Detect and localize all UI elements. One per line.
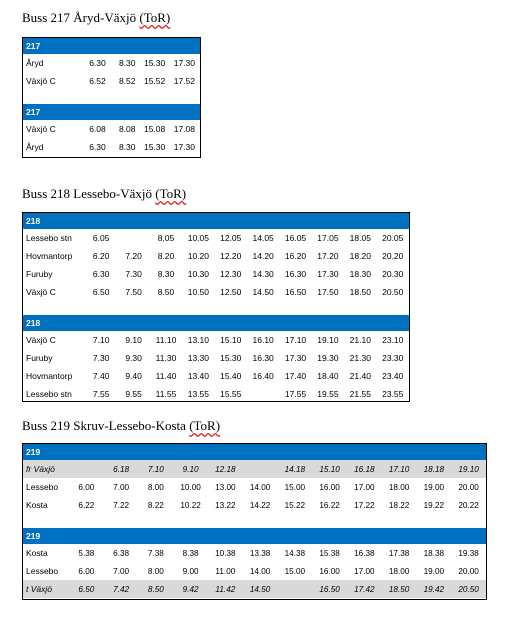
departure-time: 15.55	[220, 389, 242, 399]
departure-time: 16.00	[319, 482, 340, 492]
departure-time: 21.10	[349, 335, 371, 345]
departure-time: 9.55	[125, 389, 142, 399]
route-label: 219	[23, 528, 486, 544]
section-title-text: Buss 219 Skruv-Lessebo-Kosta	[22, 418, 186, 433]
departure-time: 19.42	[417, 580, 452, 598]
departure-time: 7.30	[92, 353, 110, 363]
departure-time: 8.50	[157, 287, 175, 297]
departure-time: 18.00	[388, 482, 410, 492]
departure-time: 17.10	[382, 460, 417, 478]
departure-time: 7.50	[125, 287, 142, 297]
departure-time: 6.00	[78, 482, 95, 492]
departure-time: 20.22	[458, 500, 479, 510]
departure-time: 15.10	[312, 460, 347, 478]
section-title-text: Buss 217 Åryd-Växjö	[22, 10, 137, 25]
departure-time: 19.38	[458, 548, 479, 558]
departure-time: 13.00	[215, 482, 236, 492]
departure-time: 8.00	[147, 566, 164, 576]
departure-time: 12.50	[220, 287, 242, 297]
departure-time: 6.30	[89, 142, 106, 152]
departure-time: 13.30	[187, 353, 209, 363]
departure-time: 11.42	[208, 580, 243, 598]
departure-time: 17.00	[354, 482, 375, 492]
departure-time: 18.05	[349, 233, 371, 243]
departure-time: 8.00	[147, 482, 164, 492]
departure-time: 6.05	[92, 233, 110, 243]
departure-time: 19.10	[317, 335, 339, 345]
stop-name: Växjö C	[26, 76, 56, 86]
stop-name: t Växjö	[23, 580, 69, 598]
timetable-217	[22, 37, 201, 158]
departure-time: 19.00	[423, 566, 445, 576]
departure-time: 11.00	[215, 566, 236, 576]
departure-time: 13.40	[187, 371, 209, 381]
departure-time: 6.50	[92, 287, 110, 297]
departure-time: 6.52	[89, 76, 106, 86]
departure-time: 23.30	[382, 353, 404, 363]
departure-time: 17.20	[317, 251, 339, 261]
departure-time: 7.55	[92, 389, 110, 399]
departure-time: 18.00	[388, 566, 410, 576]
departure-time: 19.30	[317, 353, 339, 363]
departure-time: 6.30	[89, 58, 106, 68]
departure-time: 8.05	[157, 233, 175, 243]
table-row	[23, 54, 200, 72]
section-title-tag: (ToR)	[139, 10, 171, 25]
departure-time: 9.00	[182, 566, 199, 576]
departure-time: 9.42	[173, 580, 208, 598]
departure-time: 9.30	[125, 353, 142, 363]
departure-time: 15.52	[143, 76, 166, 86]
table-row	[23, 460, 486, 478]
stop-name: Åryd	[26, 142, 44, 152]
stop-name: Lessebo	[26, 482, 59, 492]
departure-time: 13.55	[187, 389, 209, 399]
departure-time: 7.38	[147, 548, 164, 558]
table-row	[23, 580, 486, 598]
departure-time: 6.50	[69, 580, 104, 598]
departure-time: 13.38	[249, 548, 271, 558]
departure-time: 7.10	[139, 460, 174, 478]
departure-time: 7.00	[113, 482, 130, 492]
departure-time: 6.18	[104, 460, 139, 478]
departure-time: 19.00	[423, 482, 445, 492]
departure-time: 8.52	[118, 76, 136, 86]
table-row	[23, 367, 409, 385]
departure-time: 8.22	[147, 500, 164, 510]
table-row	[23, 331, 409, 349]
departure-time: 16.00	[319, 566, 340, 576]
route-header-row	[23, 213, 409, 229]
spacer-row	[23, 514, 486, 528]
departure-time: 10.00	[180, 482, 201, 492]
departure-time: 17.40	[284, 371, 307, 381]
stop-name: Kosta	[26, 548, 48, 558]
departure-time: 15.00	[284, 566, 306, 576]
departure-time: 19.22	[423, 500, 445, 510]
section-title-217	[22, 10, 170, 26]
departure-time: 15.30	[143, 58, 166, 68]
section-title-218	[22, 186, 186, 202]
departure-time: 6.30	[92, 269, 110, 279]
table-row	[23, 138, 200, 156]
spacer-row	[23, 90, 200, 104]
departure-time: 17.42	[347, 580, 382, 598]
departure-time: 16.38	[354, 548, 375, 558]
departure-time: 6.20	[92, 251, 110, 261]
departure-time: 19.10	[451, 460, 486, 478]
departure-time: 14.30	[252, 269, 274, 279]
stop-name: Kosta	[26, 500, 48, 510]
departure-time: 17.00	[354, 566, 375, 576]
departure-time: 18.50	[382, 580, 417, 598]
departure-time: 10.38	[215, 548, 236, 558]
departure-time: 12.30	[220, 269, 242, 279]
spacer-cell	[23, 301, 409, 315]
stop-name: Växjö C	[26, 287, 56, 297]
departure-time: 11.30	[155, 353, 177, 363]
departure-time: 20.00	[458, 482, 479, 492]
departure-time: 23.55	[382, 389, 404, 399]
departure-time: 8.38	[182, 548, 199, 558]
departure-time: 14.05	[252, 233, 274, 243]
stop-name: Furuby	[26, 353, 53, 363]
departure-time: 8.30	[157, 269, 175, 279]
departure-time: 11.40	[155, 371, 177, 381]
table-row	[23, 283, 409, 301]
route-label: 218	[23, 213, 409, 229]
departure-time: 5.38	[78, 548, 95, 558]
section-title-tag: (ToR)	[155, 186, 187, 201]
route-header-row	[23, 315, 409, 331]
departure-time: 18.20	[349, 251, 371, 261]
departure-time: 7.10	[92, 335, 110, 345]
departure-time: 16.22	[319, 500, 340, 510]
table-row	[23, 562, 486, 580]
departure-time: 20.50	[382, 287, 404, 297]
departure-time: 15.08	[143, 124, 166, 134]
route-label: 217	[23, 104, 200, 120]
departure-time: 20.05	[382, 233, 404, 243]
table-row	[23, 478, 486, 496]
table-row	[23, 72, 200, 90]
stop-name: Växjö C	[26, 124, 56, 134]
departure-time: 6.08	[89, 124, 106, 134]
departure-time: 16.50	[284, 287, 307, 297]
departure-time: 10.30	[187, 269, 209, 279]
departure-time: 18.50	[349, 287, 371, 297]
timetable-218	[22, 212, 410, 402]
departure-time: 6.38	[113, 548, 130, 558]
departure-time: 15.10	[220, 335, 242, 345]
departure-time: 20.30	[382, 269, 404, 279]
departure-time: 17.08	[173, 124, 195, 134]
departure-time: 8.20	[157, 251, 175, 261]
departure-time: 10.20	[187, 251, 209, 261]
departure-time: 9.10	[125, 335, 142, 345]
departure-time: 15.22	[284, 500, 306, 510]
departure-time: 20.00	[458, 566, 479, 576]
departure-time: 16.20	[284, 251, 307, 261]
departure-time: 16.05	[284, 233, 307, 243]
departure-time: 8.08	[118, 124, 136, 134]
table-row	[23, 247, 409, 265]
route-label: 217	[23, 38, 200, 54]
departure-time: 20.50	[451, 580, 486, 598]
departure-time: 11.55	[155, 389, 177, 399]
departure-time: 17.05	[317, 233, 339, 243]
stop-name: Lessebo stn	[26, 233, 72, 243]
departure-time: 18.30	[349, 269, 371, 279]
departure-time: 15.30	[143, 142, 166, 152]
departure-time: 7.30	[125, 269, 142, 279]
departure-time: 7.40	[92, 371, 110, 381]
departure-time: 12.18	[208, 460, 243, 478]
route-header-row	[23, 104, 200, 120]
departure-time: 14.50	[243, 580, 278, 598]
departure-time: 16.50	[312, 580, 347, 598]
stop-name: Växjö C	[26, 335, 56, 345]
table-row	[23, 229, 409, 247]
departure-time: 23.10	[382, 335, 404, 345]
departure-time: 14.22	[249, 500, 271, 510]
departure-time: 7.20	[125, 251, 142, 261]
stop-name: fr Växjö	[23, 460, 69, 478]
departure-time: 15.00	[284, 482, 306, 492]
departure-time: 10.22	[180, 500, 201, 510]
spacer-cell	[23, 514, 486, 528]
departure-time: 6.00	[78, 566, 95, 576]
stop-name: Hovmantorp	[26, 371, 73, 381]
departure-time: 14.00	[249, 482, 271, 492]
stop-name: Åryd	[26, 58, 44, 68]
departure-time: 15.38	[319, 548, 340, 558]
departure-time: 10.50	[187, 287, 209, 297]
departure-time: 9.10	[173, 460, 208, 478]
section-title-text: Buss 218 Lessebo-Växjö	[22, 186, 152, 201]
departure-time: 17.55	[284, 389, 307, 399]
departure-time: 12.05	[220, 233, 242, 243]
departure-time: 14.50	[252, 287, 274, 297]
departure-time: 23.40	[382, 371, 404, 381]
table-row	[23, 544, 486, 562]
departure-time: 12.20	[220, 251, 242, 261]
departure-time: 16.30	[252, 353, 274, 363]
departure-time: 17.30	[173, 58, 195, 68]
departure-time: 21.55	[349, 389, 371, 399]
section-title-tag: (ToR)	[189, 418, 221, 433]
departure-time: 20.20	[382, 251, 404, 261]
route-label: 218	[23, 315, 409, 331]
departure-time: 14.18	[278, 460, 313, 478]
departure-time: 17.52	[173, 76, 195, 86]
departure-time: 21.30	[349, 353, 371, 363]
stop-name: Hovmantorp	[26, 251, 73, 261]
route-header-row	[23, 38, 200, 54]
departure-time: 17.22	[354, 500, 375, 510]
departure-time: 14.00	[249, 566, 271, 576]
departure-time: 9.40	[125, 371, 142, 381]
departure-time: 16.30	[284, 269, 307, 279]
departure-time	[247, 385, 279, 402]
departure-time: 19.55	[317, 389, 339, 399]
departure-time: 17.50	[317, 287, 339, 297]
departure-time: 8.30	[118, 142, 136, 152]
stop-name: Lessebo	[26, 566, 59, 576]
departure-time: 14.20	[252, 251, 274, 261]
departure-time: 15.40	[220, 371, 242, 381]
table-row	[23, 385, 409, 402]
departure-time: 16.10	[252, 335, 274, 345]
departure-time: 17.30	[173, 142, 195, 152]
departure-time: 8.30	[118, 58, 136, 68]
departure-time	[117, 229, 149, 247]
table-row	[23, 349, 409, 367]
route-header-row	[23, 528, 486, 544]
table-row	[23, 120, 200, 138]
departure-time: 16.18	[347, 460, 382, 478]
departure-time: 14.38	[284, 548, 306, 558]
departure-time: 18.18	[417, 460, 452, 478]
departure-time: 18.40	[317, 371, 339, 381]
departure-time	[278, 580, 313, 598]
departure-time: 21.40	[349, 371, 371, 381]
departure-time: 6.22	[78, 500, 95, 510]
route-label: 219	[23, 444, 486, 460]
table-row	[23, 265, 409, 283]
table-row	[23, 496, 486, 514]
spacer-cell	[23, 90, 200, 104]
departure-time: 17.38	[388, 548, 410, 558]
departure-time: 8.50	[139, 580, 174, 598]
departure-time: 7.00	[113, 566, 130, 576]
section-title-219	[22, 418, 220, 434]
spacer-row	[23, 301, 409, 315]
departure-time	[243, 460, 278, 478]
stop-name: Lessebo stn	[26, 389, 72, 399]
departure-time: 18.22	[388, 500, 410, 510]
departure-time: 17.30	[317, 269, 339, 279]
departure-time: 17.30	[284, 353, 307, 363]
departure-time: 11.10	[155, 335, 177, 345]
departure-time: 13.22	[215, 500, 236, 510]
timetable-219	[22, 443, 487, 600]
stop-name: Furuby	[26, 269, 53, 279]
departure-time: 7.22	[113, 500, 130, 510]
departure-time: 7.42	[104, 580, 139, 598]
departure-time: 18.38	[423, 548, 445, 558]
departure-time: 16.40	[252, 371, 274, 381]
departure-time: 10.05	[187, 233, 209, 243]
route-header-row	[23, 444, 486, 460]
departure-time: 13.10	[187, 335, 209, 345]
departure-time: 17.10	[284, 335, 307, 345]
departure-time: 15.30	[220, 353, 242, 363]
departure-time	[69, 460, 104, 478]
